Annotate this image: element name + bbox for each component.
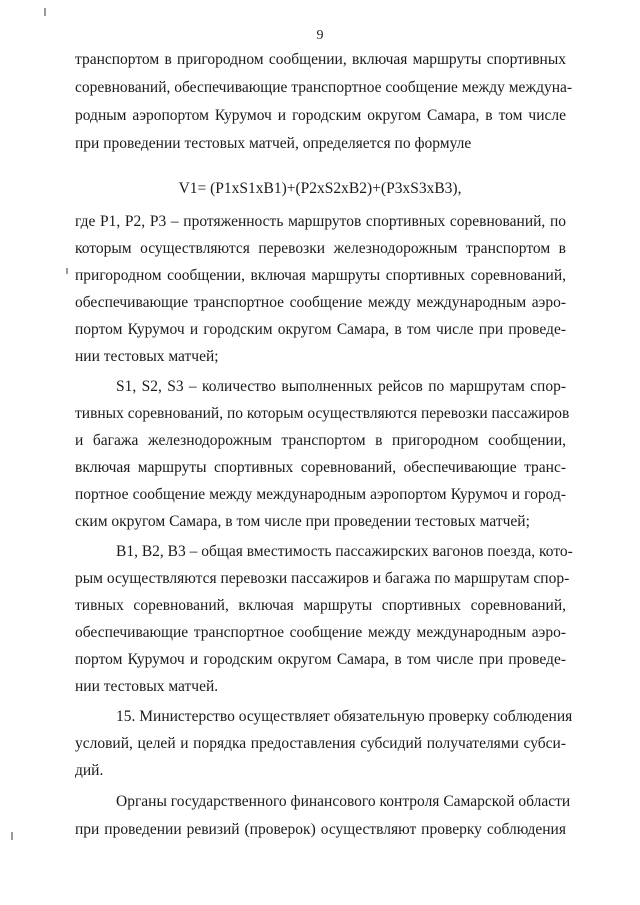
text-line: Органы государственного финансового контроля Самарской области: [116, 793, 571, 810]
text-line: S1, S2, S3 – количество выполненных рейсов по маршрутам спор-: [116, 378, 566, 395]
text-line: обеспечивающие транспортное сообщение между международным аэро-: [75, 294, 566, 311]
page-number: 9: [316, 28, 324, 43]
text-line: дий.: [75, 762, 104, 779]
text-line: транспортом в пригородном сообщении, включая маршруты спортивных: [75, 51, 566, 68]
text-line: при проведении тестовых матчей, определяется по формуле: [75, 135, 472, 152]
text-line: ским округом Самара, в том числе при проведении тестовых матчей;: [75, 513, 530, 530]
text-line: где P1, P2, P3 – протяженность маршрутов спортивных соревнований, по: [75, 213, 566, 230]
text-line: обеспечивающие транспортное сообщение между международным аэро-: [75, 624, 566, 641]
text-line: нии тестовых матчей;: [75, 348, 219, 365]
text-line: и багажа железнодорожным транспортом в пригородном сообщении,: [75, 432, 566, 449]
scan-mark: [66, 268, 68, 274]
text-line: B1, B2, B3 – общая вместимость пассажирских вагонов поезда, кото-: [116, 543, 573, 560]
text-line: которым осуществляются перевозки железнодорожным транспортом в: [75, 240, 566, 257]
formula: V1= (P1xS1xB1)+(P2xS2xB2)+(P3xS3xB3),: [178, 180, 462, 197]
scan-mark: [44, 8, 46, 16]
text-line: нии тестовых матчей.: [75, 678, 219, 695]
text-line: портное сообщение между международным аэропортом Курумоч и город-: [75, 486, 566, 503]
text-line: условий, целей и порядка предоставления субсидий получателями субси-: [75, 735, 566, 752]
text-line: рым осуществляются перевозки пассажиров и багажа по маршрутам спор-: [75, 570, 570, 587]
text-line: при проведении ревизий (проверок) осуществляют проверку соблюдения: [75, 821, 566, 838]
text-line: родным аэропортом Курумоч и городским округом Самара, в том числе: [75, 107, 566, 124]
text-line: 15. Министерство осуществляет обязательную проверку соблюдения: [116, 708, 573, 725]
text-line: соревнований, обеспечивающие транспортное сообщение между междуна-: [75, 79, 573, 96]
text-line: пригородном сообщении, включая маршруты спортивных соревнований,: [75, 267, 566, 284]
text-line: портом Курумоч и городским округом Самара, в том числе при проведе-: [75, 321, 566, 338]
text-line: тивных соревнований, по которым осуществляются перевозки пассажиров: [75, 405, 570, 422]
text-line: портом Курумоч и городским округом Самара, в том числе при проведе-: [75, 651, 566, 668]
text-line: тивных соревнований, включая маршруты спортивных соревнований,: [75, 597, 566, 614]
scan-mark: [11, 832, 13, 840]
text-line: включая маршруты спортивных соревнований, обеспечивающие транс-: [75, 459, 566, 476]
